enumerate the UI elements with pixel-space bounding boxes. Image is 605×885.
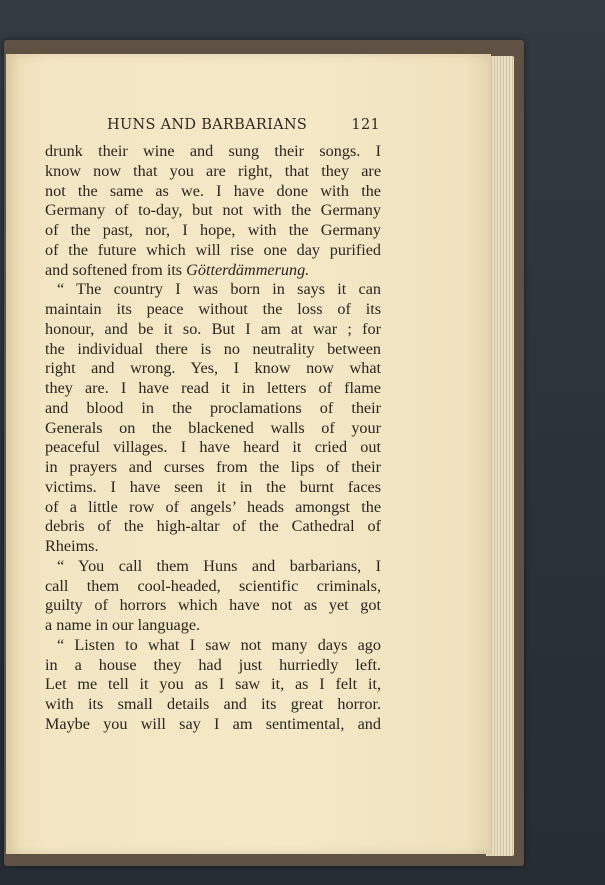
text-line: right and wrong. Yes, I know now what (45, 359, 381, 378)
text-line: not the same as we. I have done with the (45, 181, 381, 200)
running-title: HUNS AND BARBARIANS (107, 117, 308, 133)
text-line: drunk their wine and sung their songs. I (45, 142, 381, 160)
paragraph-start: “ You call them Huns and barbarians, I (57, 556, 381, 575)
text-line: with its small details and its great horror. (45, 695, 381, 713)
text-line: victims. I have seen it in the burnt faces (45, 477, 381, 496)
book-page (6, 54, 491, 854)
text-line: maintain its peace without the loss of its (45, 300, 381, 318)
text-line: and blood in the proclamations of their (45, 398, 381, 417)
text-line: peaceful villages. I have heard it cried out (45, 438, 381, 457)
text-line: a name in our language. (45, 616, 201, 634)
text-line: guilty of horrors which have not as yet got (45, 596, 381, 615)
text-line: Rheims. (45, 537, 99, 555)
text-line: of the future which will rise one day purified (45, 240, 381, 259)
text-line: of the past, nor, I hope, with the Germany (45, 221, 381, 239)
text-line: know now that you are right, that they are (45, 161, 381, 180)
text-line: the individual there is no neutrality between (45, 339, 381, 358)
body-text (45, 142, 381, 735)
text-line: debris of the high-altar of the Cathedral of (45, 517, 381, 536)
text-run: and softened from its (45, 260, 187, 279)
paragraph-start: “ Listen to what I saw not many days ago (57, 635, 381, 654)
text-line: Germany of to-day, but not with the Germany (45, 201, 381, 220)
text-line: honour, and be it so. But I am at war ; for (45, 319, 381, 338)
paragraph-start: “ The country I was born in says it can (57, 280, 381, 299)
text-line: call them cool-headed, scientific criminals, (45, 576, 381, 595)
text-line: Maybe you will say I am sentimental, and (45, 714, 381, 733)
text-line (45, 261, 381, 281)
text-line: of a little row of angels’ heads amongst the (45, 497, 381, 516)
text-line: in a house they had just hurriedly left. (45, 655, 381, 674)
page-header (66, 117, 380, 137)
text-line: in prayers and curses from the lips of their (45, 458, 381, 476)
page-number: 121 (351, 117, 380, 133)
text-line: Generals on the blackened walls of your (45, 418, 381, 437)
text-line: they are. I have read it in letters of flame (45, 379, 381, 397)
italic-word: Götterdämmerung. (186, 260, 310, 279)
text-line: Let me tell it you as I saw it, as I felt it, (45, 675, 381, 694)
